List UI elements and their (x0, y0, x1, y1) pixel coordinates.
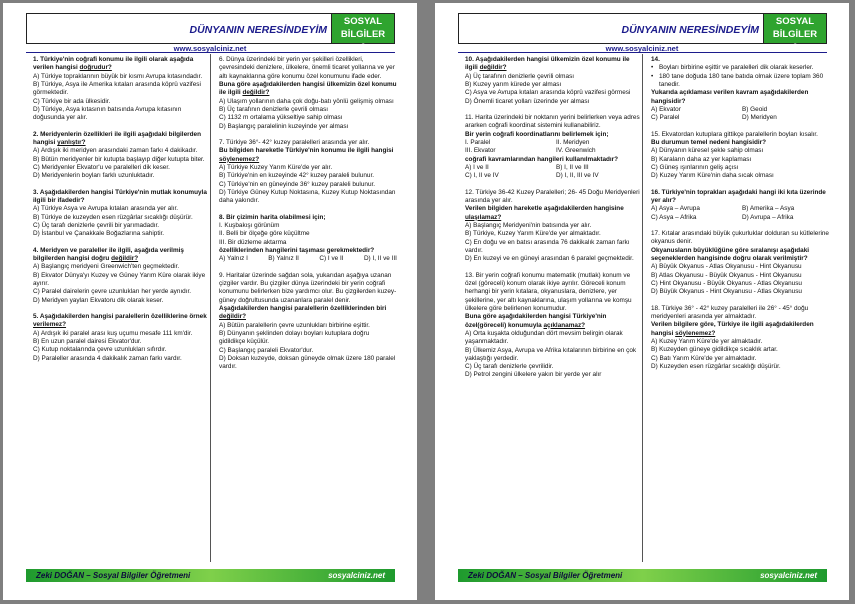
option: B) Türkiye de kuzeyden esen rüzgârlar sıcaklığı düşürür. (33, 213, 193, 221)
grade-number: 6 (360, 42, 366, 53)
option: C) Paralel (651, 114, 680, 122)
option: D) En kuzeyi ve en güneyi arasından 6 paralel geçmektedir. (465, 255, 634, 263)
option: D) Türkiye Güney Kutup Noktasına, Kuzey Kutup Noktasından daha yakındır. (219, 188, 396, 205)
worksheet-page-1 (3, 3, 417, 600)
page-footer (458, 569, 827, 582)
option: C) I ve II (319, 255, 344, 263)
question-stem: 18. Türkiye 36° - 42° kuzey paralelleri ile 26° - 45° doğu meridyenleri arasında yer almaktadır. (651, 304, 809, 320)
option: B) Yalnız II (268, 255, 299, 263)
option: A) Yalnız I (219, 255, 248, 263)
option: A) Ardışık iki meridyen arasındaki zaman farkı 4 dakikadır. (33, 147, 198, 155)
option: A) Kuzey Yarım Küre'de yer almaktadır. (651, 337, 763, 345)
option: D) Paraleller arasında 4 dakikalık zaman farkı vardır. (33, 354, 182, 362)
option: B) Dünyanın şeklinden dolayı boyları kutuplara doğru gidildikçe küçülür. (219, 329, 370, 346)
option: A) Üç tarafının denizlerle çevrili olması (465, 72, 575, 80)
option: D) Doksan kuzeyde, doksan güneyde olmak üzere 180 paralel vardır. (219, 354, 396, 371)
option: B) Ülkemiz Asya, Avrupa ve Afrika kıtalarının birbirine en çok yaklaştığı yerdedir. (465, 346, 637, 362)
option: D) Meridyenlerin boyları farklı uzunluktadır. (33, 172, 155, 180)
option: C) 1132 m ortalama yükseltiye sahip olması (219, 114, 343, 122)
subject-name: SOSYAL BİLGİLER (340, 16, 386, 40)
question-stem: 17. Kıtalar arasındaki büyük çukurluklar dolduran su kütlelerine okyanus denir. (651, 229, 829, 246)
right-column (651, 56, 829, 379)
right-column (219, 56, 397, 379)
worksheet-page-2 (435, 3, 849, 600)
option: B) Amerika – Asya (742, 205, 795, 213)
option: C) Asya ve Avrupa kıtaları arasında köprü vazifesi görmesi (465, 89, 631, 97)
left-column (33, 56, 211, 371)
question-1: 1. Türkiye'nin coğrafi konumu ile ilgili olarak aşağıda verilen hangisi doğrudur? A) Türkiye topraklarının büyük bir kısmı Avrupa kıtasındadır. B) Türkiye, Asya ile Amerika kıtaları arasında köprü vazifesi görmektedir. C) Türkiye bir ada ülkesidir. D) Türkiye, Asya kıtasının batısında Avrupa kıtasının doğusunda yer alır. (33, 56, 211, 123)
question-13: 13. Bir yerin coğrafi konumu matematik (mutlak) konum ve özel (göreceli) konum olarak ikiye ayrılır. Göreceli konum herhangi bir yerin kıtalara, okyanuslara, denizlere, yer şekillerine, yer altı kaynaklarına, ulaşım yollarına ve komşu ülkelere göre belirlenen konumudur. Buna göre aşağıdakilerden hangisi Türkiye'nin özel(göreceli) konumuyla açıklanamaz? A) Orta kuşakta olduğundan dört mevsim belirgin olarak yaşanmaktadır. B) Ülkemiz Asya, Avrupa ve Afrika kıtalarının birbirine en çok yaklaştığı yerdedir. C) Üç tarafı denizlerle çevrilidir. D) Petrol zengini ülkelere yakın bir yerde yer alır (465, 272, 643, 380)
option: C) Üç tarafı denizlerle çevrili bir yarımadadır. (33, 221, 160, 229)
option: A) Ardışık iki paralel arası kuş uçumu mesafe 111 km'dir. (33, 329, 193, 337)
list-item: I. Paralel (465, 138, 491, 146)
option: B) Türkiye, Asya ile Amerika kıtaları arasında köprü vazifesi görmektedir. (33, 80, 201, 97)
list-item: I. Kuşbakışı görünüm (219, 221, 280, 229)
list-item: • Boyları birbirine eşittir ve paralelleri dik olarak keserler. (651, 64, 829, 72)
option: A) Ulaşım yollarının daha çok doğu-batı yönlü gelişmiş olması (219, 97, 394, 105)
option: C) Türkiye bir ada ülkesidir. (33, 97, 111, 105)
question-3: 3. Aşağıdakilerden hangisi Türkiye'nin mutlak konumuyla ilgili bir ifadedir? A) Türkiye Asya ve Avrupa kıtaları arasında yer alır. B) Türkiye de kuzeyden esen rüzgârlar sıcaklığı düşürür. C) Üç tarafı denizlerle çevrili bir yarımadadır. D) İstanbul ve Çanakkale Boğazlarına sahiptir. (33, 189, 211, 239)
question-stem: 7. Türkiye 36°- 42° kuzey paralelleri arasında yer alır. (219, 138, 370, 146)
left-column (465, 56, 643, 388)
option: C) Güneş ışınlarının geliş açısı (651, 163, 739, 171)
grade-number: 6 (792, 42, 798, 53)
option: D) Önemli ticaret yolları üzerinde yer alması (465, 97, 590, 105)
question-11: 11. Harita üzerindeki bir noktanın yerini belirlerken veya adres ararken coğrafi koordinat sistemini kullanabiliriz. Bir yerin coğrafi koordinatlarını belirlemek için; I. Paralel II. Meridyen III. Ekvator IV. Greenwich coğrafi kavramlarından hangileri kullanılmaktadır? A) I ve II B) I, II ve III C) I, II ve IV D) I, II, III ve IV (465, 114, 643, 181)
question-4: 4. Meridyen ve paraleller ile ilgili, aşağıda verilmiş bilgilerden hangisi doğru değildir? A) Başlangıç meridyeni Greenwich'ten geçmektedir. B) Ekvator Dünya'yı Kuzey ve Güney Yarım Küre olarak ikiye ayırır. C) Paralel dairelerin çevre uzunlukları her yerde aynıdır. D) Meridyen yayları Ekvatoru dik olarak keser. (33, 247, 211, 305)
option: D) İstanbul ve Çanakkale Boğazlarına sahiptir. (33, 230, 165, 238)
list-item: II. Belli bir ölçeğe göre küçültme (219, 230, 310, 238)
option: C) Başlangıç paraleli Ekvator'dur. (219, 346, 314, 354)
option: B) Kuzeyden güneye gidildikçe sıcaklık artar. (651, 346, 778, 354)
option: A) Dünyanın küresel şekle sahip olması (651, 147, 764, 155)
footer-site[interactable]: sosyalciniz.net (760, 571, 817, 580)
question-stem: 14. (651, 56, 660, 63)
question-12: 12. Türkiye 36-42 Kuzey Paralelleri; 26- 45 Doğu Meridyenleri arasında yer alır. Verilen bilgiden hareketle aşağıdakilerden hangisine ulaşılamaz? A) Başlangıç Meridyeni'nin batısında yer alır. B) Türkiye, Kuzey Yarım Küre'de yer almaktadır. C) En doğu ve en batısı arasında 76 dakikalık zaman farkı vardır. D) En kuzeyi ve en güneyi arasından 6 paralel geçmektedir. (465, 189, 643, 264)
option: A) Türkiye Kuzey Yarım Küre'de yer alır. (219, 163, 333, 171)
question-stem: 13. Bir yerin coğrafi konumu matematik (mutlak) konum ve özel (göreceli) konum olarak ikiye ayrılır. Göreceli konum herhangi bir yerin kıtalara, okyanuslara, denizlere, yer şekillerine, yer altı kaynaklarına, ulaşım yollarına ve komşu ülkelere göre belirlenen konumudur. (465, 271, 632, 312)
question-18: 18. Türkiye 36° - 42° kuzey paralelleri ile 26° - 45° doğu meridyenleri arasında yer almaktadır. Verilen bilgilere göre, Türkiye ile ilgili aşağıdakilerden hangisi söylenemez? A) Kuzey Yarım Küre'de yer almaktadır. B) Kuzeyden güneye gidildikçe sıcaklık artar. C) Batı Yarım Küre'de yer almaktadır. D) Kuzeyden esen rüzgârlar sıcaklığı düşürür. (651, 305, 829, 372)
question-stem: 15. Ekvatordan kutuplara gittikçe paralellerin boyları kısalır. (651, 130, 818, 138)
list-item: III. Bir düzleme aktarma (219, 238, 287, 246)
option: A) Asya – Avrupa (651, 205, 700, 213)
option: D) Meridyen (742, 114, 777, 122)
option: B) Karaların daha az yer kaplaması (651, 155, 752, 163)
site-link[interactable]: www.sosyalciniz.net (173, 44, 247, 53)
footer-author: Zeki DOĞAN – Sosyal Bilgiler Öğretmeni (468, 571, 623, 580)
question-5: 5. Aşağıdakilerden hangisi paralellerin özelliklerine örnek verilemez? A) Ardışık iki paralel arası kuş uçumu mesafe 111 km'dir. B) En uzun paralel dairesi Ekvator'dur. C) Kutup noktalarında çevre uzunlukları sıfırdır. D) Paraleller arasında 4 dakikalık zaman farkı vardır. (33, 313, 211, 363)
question-9: 9. Haritalar üzerinde sağdan sola, yukarıdan aşağıya uzanan çizgiler vardır. Bu çizgiler dünya üzerindeki bir yerin coğrafi konumunu belirlerken bize yardımcı olur. Bu çizgilerden kuzey- güney doğrultusunda uzananlara paralel denir. Aşağıdakilerden hangisi paralellerin özelliklerinden biri değildir? A) Bütün paralellerin çevre uzunlukları birbirine eşittir. B) Dünyanın şeklinden dolayı boyları kutuplara doğru gidildikçe küçülür. C) Başlangıç paraleli Ekvator'dur. D) Doksan kuzeyde, doksan güneyde olmak üzere 180 paralel vardır. (219, 271, 397, 371)
question-stem: 8. Bir çizimin harita olabilmesi için; (219, 213, 326, 221)
option: A) Bütün paralellerin çevre uzunlukları birbirine eşittir. (219, 321, 370, 329)
site-link[interactable]: www.sosyalciniz.net (605, 44, 679, 53)
option: D) I, II ve III (363, 255, 397, 263)
option: D) Kuzey Yarım Küre'nin daha sıcak olması (651, 172, 774, 180)
option: A) Büyük Okyanus - Atlas Okyanusu - Hint Okyanusu (651, 263, 802, 271)
option: D) Kuzeyden esen rüzgârlar sıcaklığı düşürür. (651, 362, 781, 370)
list-item: IV. Greenwich (556, 147, 596, 155)
option: D) Meridyen yayları Ekvatoru dik olarak keser. (33, 296, 164, 304)
option: B) Üç tarafının denizlerle çevrili olması (219, 105, 329, 113)
option: C) Kutup noktalarında çevre uzunlukları sıfırdır. (33, 346, 167, 354)
option: A) Başlangıç meridyeni Greenwich'ten geçmektedir. (33, 263, 180, 271)
question-8: 8. Bir çizimin harita olabilmesi için; I. Kuşbakışı görünüm II. Belli bir ölçeğe göre küçültme III. Bir düzleme aktarma özelliklerinden hangilerini taşıması gerekmektedir? A) Yalnız I B) Yalnız II C) I ve II D) I, II ve III (219, 213, 397, 263)
option: D) Büyük Okyanus - Hint Okyanusu - Atlas Okyanusu (651, 288, 802, 296)
question-stem: 6. Dünya üzerindeki bir yerin yer şekilleri özellikleri, çevresindeki denizlere, ülkelere, önemli ticaret yollarına ve yer altı kaynaklarına göre konumu özel konumunu ifade eder. (219, 56, 395, 80)
header-divider (458, 52, 827, 53)
option: C) Türkiye'nin en güneyinde 36° kuzey paraleli bulunur. (219, 180, 376, 188)
option: A) Başlangıç Meridyeni'nin batısında yer alır. (465, 221, 592, 229)
question-6: 6. Dünya üzerindeki bir yerin yer şekilleri özellikleri, çevresindeki denizlere, ülkelere, önemli ticaret yollarına ve yer altı kaynaklarına göre konumu özel konumunu ifade eder. Buna göre aşağıdakilerden hangisi ülkemizin özel konumu ile ilgili değildir? A) Ulaşım yollarının daha çok doğu-batı yönlü gelişmiş olması B) Üç tarafının denizlerle çevrili olması C) 1132 m ortalama yükseltiye sahip olması D) Başlangıç paralelinin kuzeyinde yer alması (219, 56, 397, 130)
question-2: 2. Meridyenlerin özellikleri ile ilgili aşağıdaki bilgilerden hangisi yanlıştır? A) Ardışık iki meridyen arasındaki zaman farkı 4 dakikadır. B) Bütün meridyenler bir kutupta başlayıp diğer kutupta biter. C) Meridyenler Ekvator'u ve paralelleri dik keser. D) Meridyenlerin boyları farklı uzunluktadır. (33, 131, 211, 181)
option: C) Üç tarafı denizlerle çevrilidir. (465, 363, 554, 371)
option: D) Avrupa – Afrika (742, 213, 794, 221)
question-10: 10. Aşağıdakilerden hangisi ülkemizin özel konumu ile ilgili değildir? A) Üç tarafının denizlerle çevrili olması B) Kuzey yarım kürede yer alması C) Asya ve Avrupa kıtaları arasında köprü vazifesi görmesi D) Önemli ticaret yolları üzerinde yer alması (465, 56, 643, 106)
question-14: 14. • Boyları birbirine eşittir ve paralelleri dik olarak keserler. • 180 tane doğuda 180 tane batıda olmak üzere toplam 360 tanedir. Yukarıda açıklaması verilen kavram aşağıdakilerden hangisidir? A) Ekvator B) Geoid C) Paralel D) Meridyen (651, 56, 829, 123)
list-item: • 180 tane doğuda 180 tane batıda olmak üzere toplam 360 tanedir. (651, 73, 829, 90)
option: C) En doğu ve en batısı arasında 76 dakikalık zaman farkı vardır. (465, 238, 630, 254)
list-item: II. Meridyen (556, 138, 590, 146)
option: C) Hint Okyanusu - Büyük Okyanus - Atlas Okyanusu (651, 279, 802, 287)
option: B) Atlas Okyanusu - Büyük Okyanus - Hint Okyanusu (651, 271, 802, 279)
option: A) Türkiye topraklarının büyük bir kısmı Avrupa kıtasındadır. (33, 72, 203, 80)
subject-badge (764, 14, 826, 53)
option: B) I, II ve III (556, 163, 589, 171)
option: C) Asya – Afrika (651, 213, 697, 221)
page-footer (26, 569, 395, 582)
option: D) I, II, III ve IV (556, 172, 599, 180)
option: A) Orta kuşakta olduğundan dört mevsim belirgin olarak yaşanmaktadır. (465, 329, 623, 346)
subject-badge (332, 14, 394, 53)
question-stem: 12. Türkiye 36-42 Kuzey Paralelleri; 26- 45 Doğu Meridyenleri arasında yer alır. (465, 188, 640, 204)
option: D) Türkiye, Asya kıtasının batısında Avrupa kıtasının doğusunda yer alır. (33, 105, 182, 122)
option: B) Ekvator Dünya'yı Kuzey ve Güney Yarım Küre olarak ikiye ayırır. (33, 271, 206, 287)
footer-author: Zeki DOĞAN – Sosyal Bilgiler Öğretmeni (36, 571, 191, 580)
option: A) I ve II (465, 163, 489, 171)
option: B) Bütün meridyenler bir kutupta başlayıp diğer kutupta biter. (33, 155, 205, 163)
option: B) Türkiye, Kuzey Yarım Küre'de yer almaktadır. (465, 230, 601, 238)
question-15: 15. Ekvatordan kutuplara gittikçe paralellerin boyları kısalır. Bu durumun temel nedeni hangisidir? A) Dünyanın küresel şekle sahip olması B) Karaların daha az yer kaplaması C) Güneş ışınlarının geliş açısı D) Kuzey Yarım Küre'nin daha sıcak olması (651, 131, 829, 181)
option: D) Başlangıç paralelinin kuzeyinde yer alması (219, 122, 349, 130)
option: C) Batı Yarım Küre'de yer almaktadır. (651, 354, 757, 362)
question-stem: 11. Harita üzerindeki bir noktanın yerini belirlerken veya adres ararken coğrafi koordinat sistemini kullanabiliriz. (465, 113, 640, 130)
option: B) En uzun paralel dairesi Ekvator'dur. (33, 337, 142, 345)
option: B) Türkiye'nin en kuzeyinde 42° kuzey paraleli bulunur. (219, 172, 374, 180)
list-item: III. Ekvator (465, 147, 496, 155)
worksheet-title: DÜNYANIN NERESİNDEYİM (459, 14, 764, 43)
worksheet-title: DÜNYANIN NERESİNDEYİM (27, 14, 332, 43)
option: B) Kuzey yarım kürede yer alması (465, 80, 562, 88)
question-7: 7. Türkiye 36°- 42° kuzey paralelleri arasında yer alır. Bu bilgiden hareketle Türkiye'nin konumu ile ilgili hangisi söylenemez? A) Türkiye Kuzey Yarım Küre'de yer alır. B) Türkiye'nin en kuzeyinde 42° kuzey paraleli bulunur. C) Türkiye'nin en güneyinde 36° kuzey paraleli bulunur. D) Türkiye Güney Kutup Noktasına, Kuzey Kutup Noktasından daha yakındır. (219, 138, 396, 205)
question-17: 17. Kıtalar arasındaki büyük çukurluklar dolduran su kütlelerine okyanus denir. Okyanusların büyüklüğüne göre sıralanışı aşağıdaki seçeneklerden hangisinde doğru olarak verilmiştir? A) Büyük Okyanus - Atlas Okyanusu - Hint Okyanusu B) Atlas Okyanusu - Büyük Okyanus - Hint Okyanusu C) Hint Okyanusu - Büyük Okyanus - Atlas Okyanusu D) Büyük Okyanus - Hint Okyanusu - Atlas Okyanusu (651, 229, 829, 296)
footer-site[interactable]: sosyalciniz.net (328, 571, 385, 580)
question-16: 16. Türkiye'nin toprakları aşağıdaki hangi iki kıta üzerinde yer alır? A) Asya – Avrupa B) Amerika – Asya C) Asya – Afrika D) Avrupa – Afrika (651, 189, 829, 222)
option: C) I, II ve IV (465, 172, 499, 180)
option: A) Ekvator (651, 105, 681, 113)
subject-name: SOSYAL BİLGİLER (772, 16, 818, 40)
option: A) Türkiye Asya ve Avrupa kıtaları arasında yer alır. (33, 205, 179, 213)
option: D) Petrol zengini ülkelere yakın bir yerde yer alır (465, 371, 602, 379)
option: B) Geoid (742, 105, 768, 113)
question-stem: 9. Haritalar üzerinde sağdan sola, yukarıdan aşağıya uzanan çizgiler vardır. Bu çizgiler dünya üzerindeki bir yerin coğrafi konumunu belirlerken bize yardımcı olur. Bu çizgilerden kuzey- güney doğrultusunda uzananlara paralel denir. (219, 271, 397, 304)
header-divider (26, 52, 395, 53)
option: C) Paralel dairelerin çevre uzunlukları her yerde aynıdır. (33, 288, 192, 296)
option: C) Meridyenler Ekvator'u ve paralelleri dik keser. (33, 163, 170, 171)
